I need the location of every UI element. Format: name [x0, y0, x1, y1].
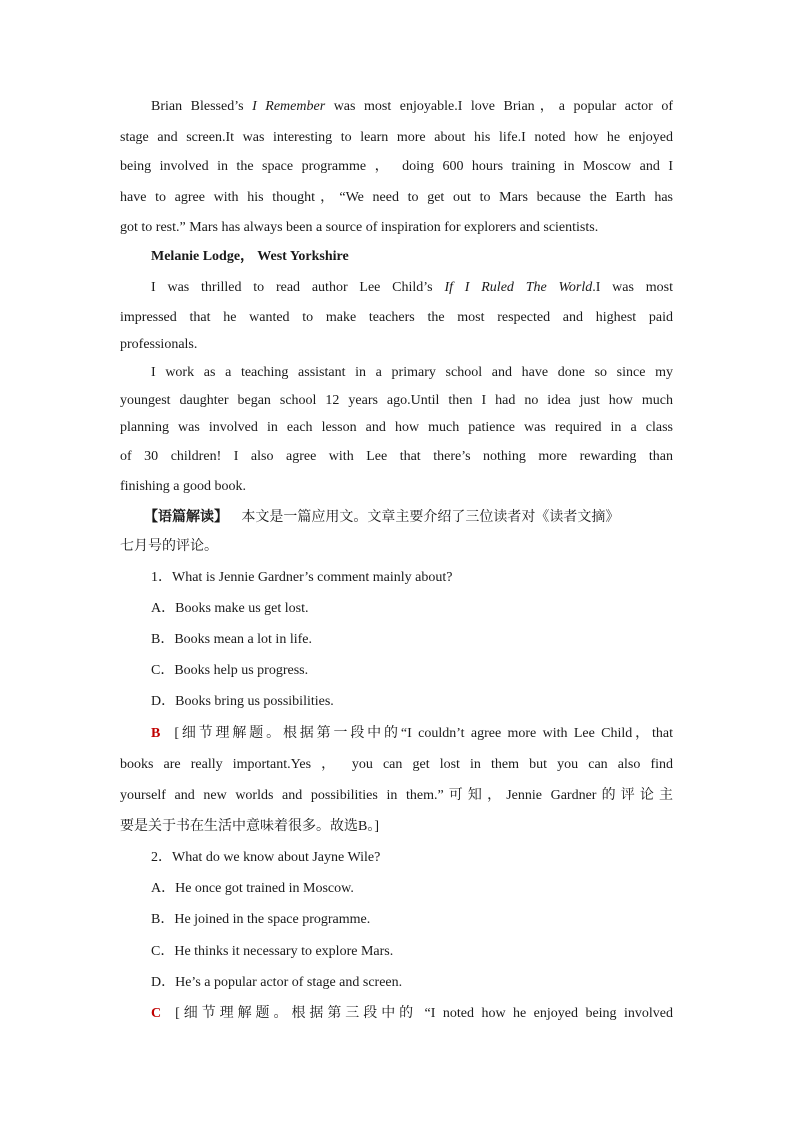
question-1-explanation-line-2: books are really important.Yes ， you can get lost in them but you can also find [120, 757, 673, 772]
analysis-label: 【语篇解读】 [144, 509, 228, 525]
p1-line-3: being involved in the space programme ， doing 600 hours training in Moscow and I [120, 159, 673, 174]
question-1-explanation-line-3: yourself and new worlds and possibilities in them.”可知，Jennie Gardner的评论主 [120, 788, 673, 803]
question-2-option-c: C．He thinks it necessary to explore Mars. [151, 944, 394, 959]
question-2-stem: 2．What do we know about Jayne Wile? [151, 850, 381, 865]
p1-line-1: Brian Blessed’s I Remember was most enjoyable.I love Brian，a popular actor of [151, 99, 673, 114]
question-2-option-a: A．He once got trained in Moscow. [151, 881, 354, 896]
p2-line-2: impressed that he wanted to make teachers the most respected and highest paid [120, 310, 673, 325]
question-2-option-b: B．He joined in the space programme. [151, 912, 371, 927]
p3-line-4: of 30 children! I also agree with Lee that there’s nothing more rewarding than [120, 449, 673, 464]
p3-line-1: I work as a teaching assistant in a primary school and have done so since my [151, 365, 673, 380]
p1-line-5: got to rest.” Mars has always been a source of inspiration for explorers and scientists. [120, 220, 599, 235]
question-1-option-c: C．Books help us progress. [151, 663, 309, 678]
p2-line-3: professionals. [120, 337, 198, 352]
question-1-explanation-line-4: 要是关于书在生活中意味着很多。故选B。] [120, 819, 379, 834]
question-1-explanation-line-1: B [细节理解题。根据第一段中的“I couldn’t agree more with Lee Child，that [151, 726, 673, 741]
question-1-stem: 1．What is Jennie Gardner’s comment mainly about? [151, 570, 453, 585]
p3-line-5: finishing a good book. [120, 479, 246, 494]
question-1-option-d: D．Books bring us possibilities. [151, 694, 334, 709]
p1-line-2: stage and screen.It was interesting to learn more about his life.I noted how he enjoyed [120, 130, 673, 145]
analysis-line-1: 【语篇解读】 本文是一篇应用文。文章主要介绍了三位读者对《读者文摘》 [144, 509, 620, 525]
p1-line-4: have to agree with his thought，“We need to get out to Mars because the Earth has [120, 190, 673, 205]
p3-line-2: youngest daughter began school 12 years ago.Until then I had no idea just how much [120, 393, 673, 408]
question-2-answer: C [151, 1006, 162, 1021]
author-byline: Melanie Lodge， West Yorkshire [151, 249, 349, 264]
question-2-explanation-line-1: C [细节理解题。根据第三段中的 “I noted how he enjoyed being involved [151, 1006, 673, 1021]
question-1-option-b: B．Books mean a lot in life. [151, 632, 312, 647]
analysis-line-2: 七月号的评论。 [120, 538, 218, 554]
question-1-answer: B [151, 726, 161, 741]
question-2-option-d: D．He’s a popular actor of stage and screen. [151, 975, 403, 990]
question-1-option-a: A．Books make us get lost. [151, 601, 309, 616]
p3-line-3: planning was involved in each lesson and how much patience was required in a class [120, 420, 673, 435]
p2-line-1: I was thrilled to read author Lee Child’s If I Ruled The World.I was most [151, 280, 673, 295]
